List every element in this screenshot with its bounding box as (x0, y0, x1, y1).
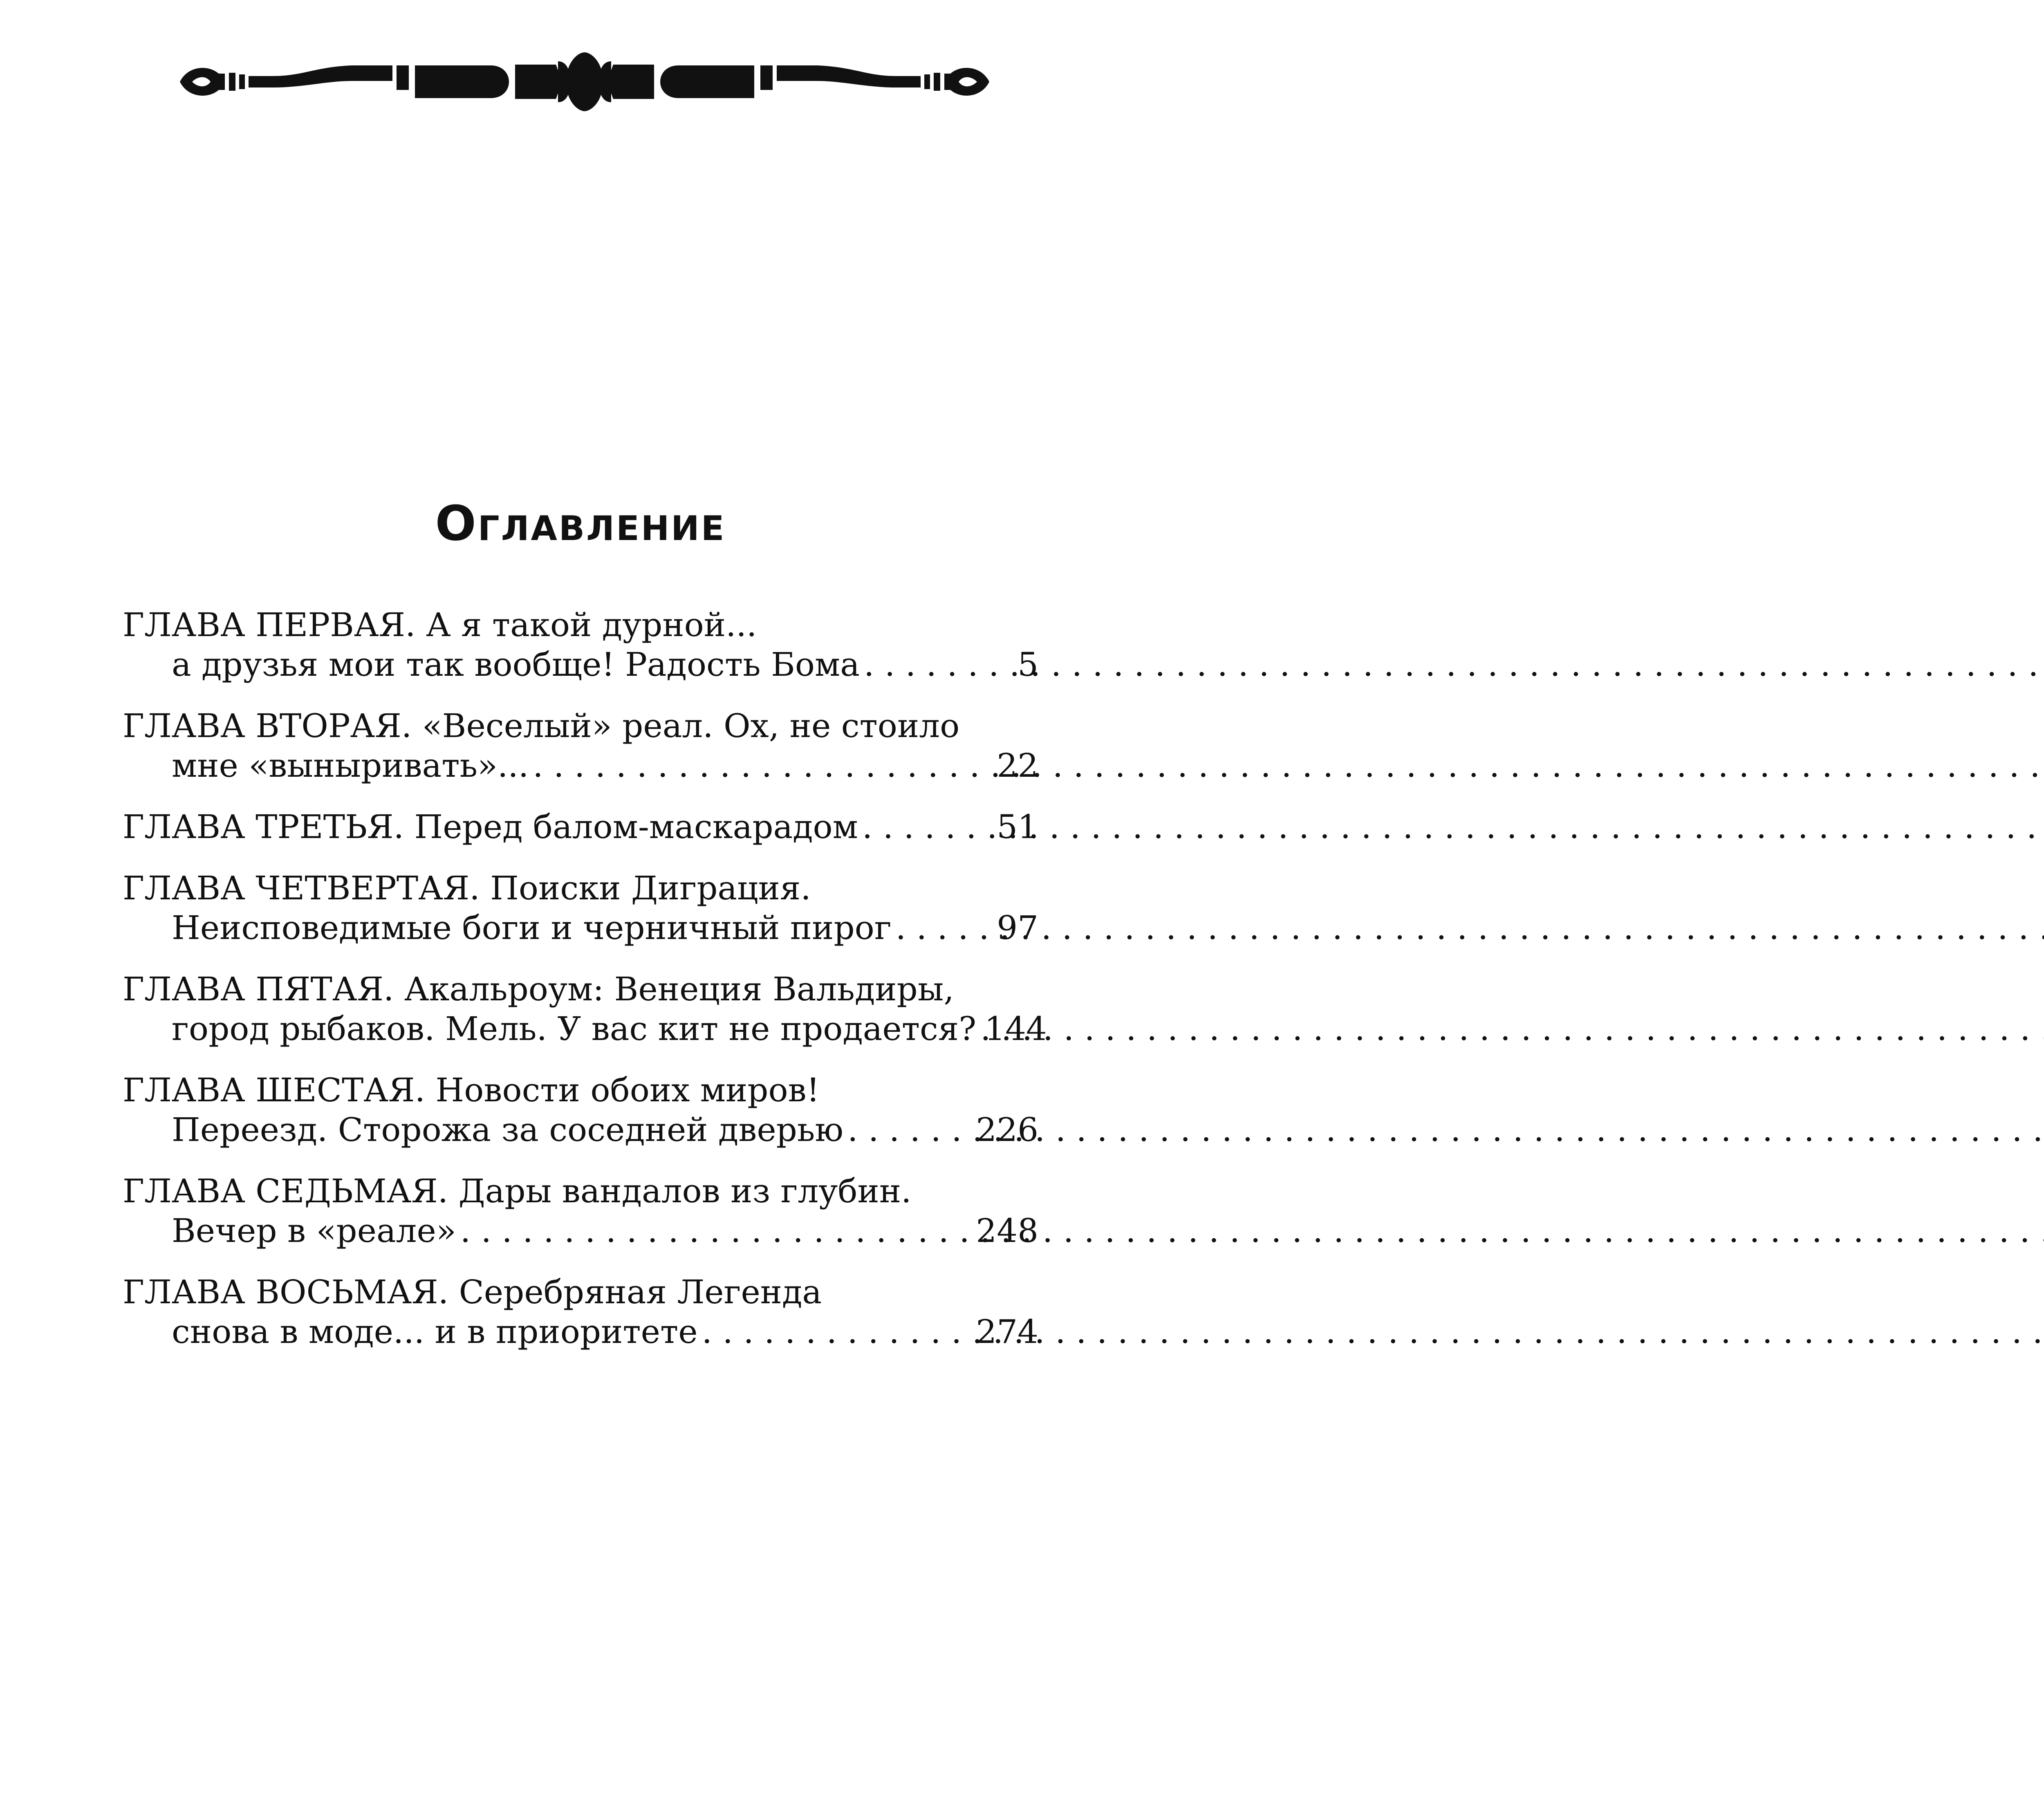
page-number: 97 (997, 909, 1038, 947)
dot-leader (456, 1211, 976, 1251)
toc-entry-heading: ГЛАВА ЧЕТВЕРТАЯ. Поиски Диграция. (123, 869, 811, 907)
toc-entry (123, 1171, 1038, 1251)
table-of-contents (123, 605, 1047, 1373)
dot-leader (892, 908, 997, 948)
dot-leader (860, 645, 1018, 684)
toc-entry-heading: ГЛАВА ПЯТАЯ. Акальроум: Венеция Вальдиры, (123, 970, 954, 1008)
dot-leader (529, 746, 997, 785)
dot-leader (698, 1312, 976, 1352)
toc-entry (123, 706, 1038, 785)
toc-entry (123, 807, 1038, 847)
toc-entry-continuation (123, 807, 1038, 847)
dot-leader (976, 1009, 984, 1049)
toc-entry (123, 1070, 1038, 1150)
toc-entry (123, 969, 1047, 1049)
page-number: 144 (984, 1010, 1047, 1048)
dot-leader (843, 1110, 976, 1150)
toc-entry (123, 868, 1038, 948)
toc-entry-continuation (123, 908, 1038, 948)
toc-entry-continuation (123, 1110, 1038, 1150)
ornament-icon (180, 49, 989, 114)
toc-entry-heading: ГЛАВА СЕДЬМАЯ. Дары вандалов из глубин. (123, 1172, 912, 1210)
toc-entry-text: снова в моде... и в приоритете (172, 1313, 698, 1351)
page-number: 226 (976, 1111, 1038, 1149)
toc-entry-heading: ГЛАВА ШЕСТАЯ. Новости обоих миров! (123, 1071, 820, 1109)
page-title: Оглавление (435, 495, 726, 551)
dot-leader (858, 807, 997, 847)
page-number: 51 (997, 808, 1038, 846)
toc-entry-text: Неисповедимые боги и черничный пирог (172, 909, 892, 947)
toc-entry-heading: ГЛАВА ВОСЬМАЯ. Серебряная Легенда (123, 1273, 822, 1311)
page-number: 22 (997, 746, 1038, 784)
toc-entry-heading: ГЛАВА ПЕРВАЯ. А я такой дурной... (123, 606, 757, 644)
toc-entry-text: Вечер в «реале» (172, 1212, 456, 1250)
toc-entry-continuation (123, 1009, 1047, 1049)
page-number: 274 (976, 1313, 1038, 1351)
page-number: 248 (976, 1212, 1038, 1250)
toc-entry-continuation (123, 1312, 1038, 1352)
toc-entry (123, 1272, 1038, 1352)
page-number: 5 (1018, 646, 1038, 684)
toc-entry-continuation (123, 645, 1038, 684)
toc-entry-continuation (123, 1211, 1038, 1251)
toc-entry-continuation (123, 746, 1038, 785)
toc-entry-text: город рыбаков. Мель. У вас кит не продается? (172, 1010, 977, 1048)
toc-entry (123, 605, 1038, 684)
toc-entry-text: ГЛАВА ТРЕТЬЯ. Перед балом-маскарадом (123, 808, 858, 846)
toc-entry-text: мне «выныривать»... (172, 746, 529, 784)
toc-entry-heading: ГЛАВА ВТОРАЯ. «Веселый» реал. Ох, не стоило (123, 707, 960, 745)
toc-entry-text: Переезд. Сторожа за соседней дверью (172, 1111, 844, 1149)
toc-entry-text: а друзья мои так вообще! Радость Бома (172, 646, 860, 684)
